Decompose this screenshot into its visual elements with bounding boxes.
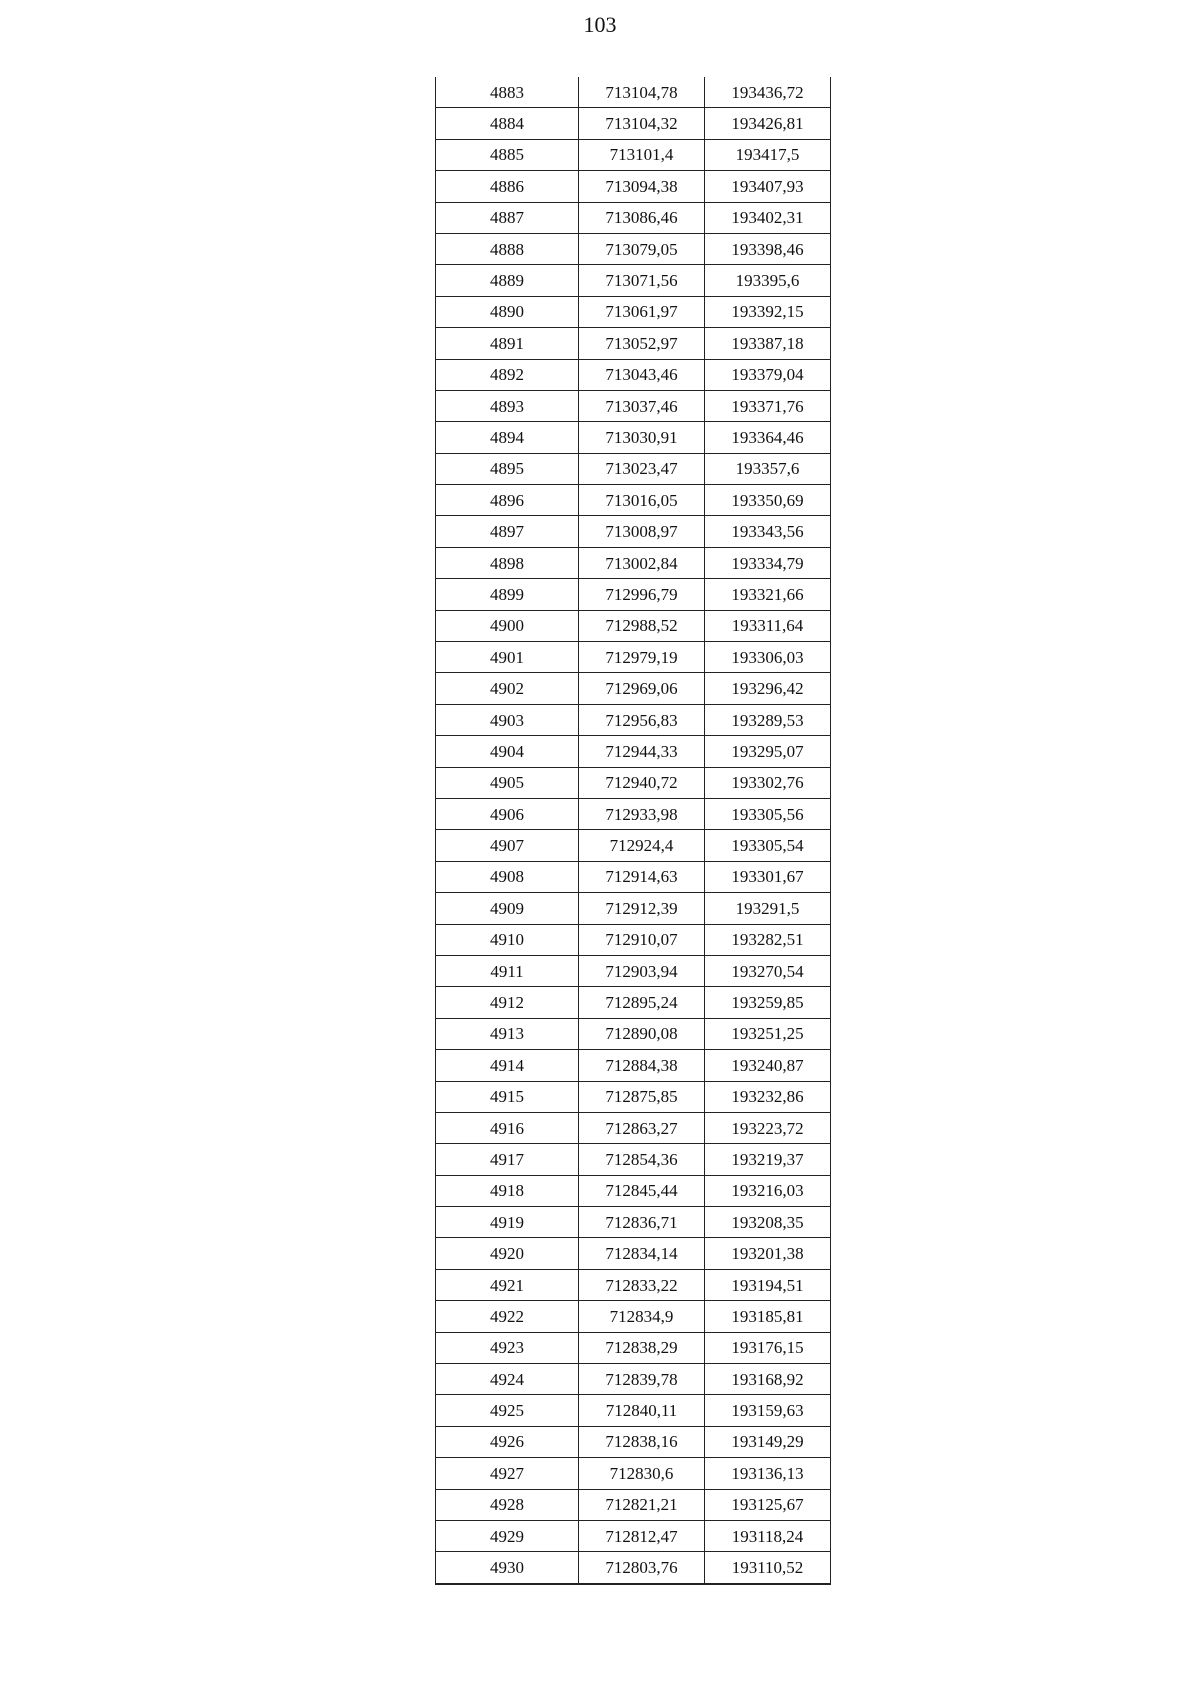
x-coordinate-cell: 713086,46 (579, 202, 705, 233)
x-coordinate-cell: 712969,06 (579, 673, 705, 704)
table-row (436, 171, 831, 202)
x-coordinate-cell: 713002,84 (579, 547, 705, 578)
point-number-cell: 4891 (436, 328, 579, 359)
x-coordinate-cell: 713016,05 (579, 485, 705, 516)
point-number-cell: 4913 (436, 1018, 579, 1049)
y-coordinate-cell: 193259,85 (705, 987, 831, 1018)
y-coordinate-cell: 193302,76 (705, 767, 831, 798)
point-number-cell: 4929 (436, 1520, 579, 1551)
y-coordinate-cell: 193343,56 (705, 516, 831, 547)
point-number-cell: 4898 (436, 547, 579, 578)
y-coordinate-cell: 193289,53 (705, 704, 831, 735)
point-number-cell: 4926 (436, 1426, 579, 1457)
x-coordinate-cell: 712996,79 (579, 579, 705, 610)
x-coordinate-cell: 712956,83 (579, 704, 705, 735)
table-row (436, 77, 831, 108)
y-coordinate-cell: 193407,93 (705, 171, 831, 202)
point-number-cell: 4924 (436, 1364, 579, 1395)
x-coordinate-cell: 712845,44 (579, 1175, 705, 1206)
table-row (436, 610, 831, 641)
table-row (436, 1238, 831, 1269)
x-coordinate-cell: 712924,4 (579, 830, 705, 861)
y-coordinate-cell: 193270,54 (705, 955, 831, 986)
y-coordinate-cell: 193395,6 (705, 265, 831, 296)
table-row (436, 1395, 831, 1426)
table-row (436, 736, 831, 767)
table-row (436, 642, 831, 673)
y-coordinate-cell: 193296,42 (705, 673, 831, 704)
point-number-cell: 4901 (436, 642, 579, 673)
table-row (436, 673, 831, 704)
y-coordinate-cell: 193350,69 (705, 485, 831, 516)
table-row (436, 1207, 831, 1238)
y-coordinate-cell: 193306,03 (705, 642, 831, 673)
table-row (436, 1018, 831, 1049)
coordinates-table (435, 77, 831, 1585)
point-number-cell: 4910 (436, 924, 579, 955)
x-coordinate-cell: 713094,38 (579, 171, 705, 202)
x-coordinate-cell: 713071,56 (579, 265, 705, 296)
y-coordinate-cell: 193392,15 (705, 296, 831, 327)
table-row (436, 328, 831, 359)
point-number-cell: 4912 (436, 987, 579, 1018)
y-coordinate-cell: 193398,46 (705, 233, 831, 264)
point-number-cell: 4909 (436, 893, 579, 924)
point-number-cell: 4897 (436, 516, 579, 547)
point-number-cell: 4885 (436, 139, 579, 170)
point-number-cell: 4927 (436, 1458, 579, 1489)
table-row (436, 1364, 831, 1395)
point-number-cell: 4928 (436, 1489, 579, 1520)
y-coordinate-cell: 193364,46 (705, 422, 831, 453)
y-coordinate-cell: 193185,81 (705, 1301, 831, 1332)
x-coordinate-cell: 712910,07 (579, 924, 705, 955)
x-coordinate-cell: 712834,9 (579, 1301, 705, 1332)
page-number: 103 (583, 12, 617, 37)
x-coordinate-cell: 712812,47 (579, 1520, 705, 1551)
x-coordinate-cell: 712940,72 (579, 767, 705, 798)
x-coordinate-cell: 712834,14 (579, 1238, 705, 1269)
y-coordinate-cell: 193334,79 (705, 547, 831, 578)
table-row (436, 265, 831, 296)
table-row (436, 830, 831, 861)
table-row (436, 547, 831, 578)
x-coordinate-cell: 712840,11 (579, 1395, 705, 1426)
x-coordinate-cell: 712875,85 (579, 1081, 705, 1112)
table-row (436, 1520, 831, 1551)
table-row (436, 233, 831, 264)
point-number-cell: 4890 (436, 296, 579, 327)
x-coordinate-cell: 712890,08 (579, 1018, 705, 1049)
table-row (436, 987, 831, 1018)
point-number-cell: 4903 (436, 704, 579, 735)
table-row (436, 955, 831, 986)
table-row (436, 1301, 831, 1332)
y-coordinate-cell: 193436,72 (705, 77, 831, 108)
y-coordinate-cell: 193201,38 (705, 1238, 831, 1269)
table-row (436, 704, 831, 735)
table-row (436, 1269, 831, 1300)
y-coordinate-cell: 193125,67 (705, 1489, 831, 1520)
point-number-cell: 4887 (436, 202, 579, 233)
y-coordinate-cell: 193311,64 (705, 610, 831, 641)
x-coordinate-cell: 712830,6 (579, 1458, 705, 1489)
table-row (436, 108, 831, 139)
y-coordinate-cell: 193208,35 (705, 1207, 831, 1238)
table-row (436, 767, 831, 798)
point-number-cell: 4883 (436, 77, 579, 108)
y-coordinate-cell: 193301,67 (705, 861, 831, 892)
table-row (436, 516, 831, 547)
x-coordinate-cell: 712944,33 (579, 736, 705, 767)
point-number-cell: 4888 (436, 233, 579, 264)
x-coordinate-cell: 713079,05 (579, 233, 705, 264)
table-row (436, 924, 831, 955)
x-coordinate-cell: 713030,91 (579, 422, 705, 453)
point-number-cell: 4930 (436, 1552, 579, 1584)
y-coordinate-cell: 193321,66 (705, 579, 831, 610)
y-coordinate-cell: 193305,56 (705, 798, 831, 829)
table-row (436, 202, 831, 233)
table-row (436, 1081, 831, 1112)
table-row (436, 1552, 831, 1584)
x-coordinate-cell: 713008,97 (579, 516, 705, 547)
point-number-cell: 4915 (436, 1081, 579, 1112)
x-coordinate-cell: 712863,27 (579, 1112, 705, 1143)
table-row (436, 1458, 831, 1489)
point-number-cell: 4884 (436, 108, 579, 139)
y-coordinate-cell: 193232,86 (705, 1081, 831, 1112)
table-row (436, 1489, 831, 1520)
x-coordinate-cell: 712912,39 (579, 893, 705, 924)
x-coordinate-cell: 712836,71 (579, 1207, 705, 1238)
y-coordinate-cell: 193223,72 (705, 1112, 831, 1143)
point-number-cell: 4900 (436, 610, 579, 641)
y-coordinate-cell: 193282,51 (705, 924, 831, 955)
y-coordinate-cell: 193159,63 (705, 1395, 831, 1426)
point-number-cell: 4893 (436, 390, 579, 421)
y-coordinate-cell: 193357,6 (705, 453, 831, 484)
point-number-cell: 4902 (436, 673, 579, 704)
y-coordinate-cell: 193291,5 (705, 893, 831, 924)
y-coordinate-cell: 193168,92 (705, 1364, 831, 1395)
x-coordinate-cell: 712838,29 (579, 1332, 705, 1363)
table-row (436, 485, 831, 516)
point-number-cell: 4921 (436, 1269, 579, 1300)
x-coordinate-cell: 712803,76 (579, 1552, 705, 1584)
y-coordinate-cell: 193219,37 (705, 1144, 831, 1175)
point-number-cell: 4916 (436, 1112, 579, 1143)
x-coordinate-cell: 712854,36 (579, 1144, 705, 1175)
x-coordinate-cell: 713104,78 (579, 77, 705, 108)
point-number-cell: 4892 (436, 359, 579, 390)
point-number-cell: 4895 (436, 453, 579, 484)
point-number-cell: 4899 (436, 579, 579, 610)
y-coordinate-cell: 193110,52 (705, 1552, 831, 1584)
table-row (436, 798, 831, 829)
point-number-cell: 4896 (436, 485, 579, 516)
table-row (436, 579, 831, 610)
point-number-cell: 4908 (436, 861, 579, 892)
table-row (436, 359, 831, 390)
y-coordinate-cell: 193379,04 (705, 359, 831, 390)
table-row (436, 1175, 831, 1206)
point-number-cell: 4925 (436, 1395, 579, 1426)
table-row (436, 422, 831, 453)
table-row (436, 1332, 831, 1363)
x-coordinate-cell: 712914,63 (579, 861, 705, 892)
table-row (436, 1144, 831, 1175)
y-coordinate-cell: 193371,76 (705, 390, 831, 421)
table-row (436, 1112, 831, 1143)
point-number-cell: 4907 (436, 830, 579, 861)
y-coordinate-cell: 193176,15 (705, 1332, 831, 1363)
point-number-cell: 4906 (436, 798, 579, 829)
x-coordinate-cell: 712895,24 (579, 987, 705, 1018)
table-row (436, 139, 831, 170)
table-row (436, 296, 831, 327)
x-coordinate-cell: 713052,97 (579, 328, 705, 359)
y-coordinate-cell: 193295,07 (705, 736, 831, 767)
y-coordinate-cell: 193118,24 (705, 1520, 831, 1551)
point-number-cell: 4917 (436, 1144, 579, 1175)
x-coordinate-cell: 712988,52 (579, 610, 705, 641)
y-coordinate-cell: 193426,81 (705, 108, 831, 139)
point-number-cell: 4894 (436, 422, 579, 453)
point-number-cell: 4919 (436, 1207, 579, 1238)
y-coordinate-cell: 193136,13 (705, 1458, 831, 1489)
y-coordinate-cell: 193149,29 (705, 1426, 831, 1457)
point-number-cell: 4889 (436, 265, 579, 296)
x-coordinate-cell: 712833,22 (579, 1269, 705, 1300)
x-coordinate-cell: 713023,47 (579, 453, 705, 484)
x-coordinate-cell: 713061,97 (579, 296, 705, 327)
y-coordinate-cell: 193251,25 (705, 1018, 831, 1049)
x-coordinate-cell: 712821,21 (579, 1489, 705, 1520)
y-coordinate-cell: 193305,54 (705, 830, 831, 861)
x-coordinate-cell: 712979,19 (579, 642, 705, 673)
y-coordinate-cell: 193417,5 (705, 139, 831, 170)
point-number-cell: 4904 (436, 736, 579, 767)
x-coordinate-cell: 712884,38 (579, 1050, 705, 1081)
x-coordinate-cell: 713104,32 (579, 108, 705, 139)
coordinates-table-body (436, 77, 831, 1584)
y-coordinate-cell: 193240,87 (705, 1050, 831, 1081)
point-number-cell: 4914 (436, 1050, 579, 1081)
x-coordinate-cell: 713037,46 (579, 390, 705, 421)
table-row (436, 1050, 831, 1081)
point-number-cell: 4905 (436, 767, 579, 798)
y-coordinate-cell: 193216,03 (705, 1175, 831, 1206)
x-coordinate-cell: 712838,16 (579, 1426, 705, 1457)
point-number-cell: 4923 (436, 1332, 579, 1363)
point-number-cell: 4922 (436, 1301, 579, 1332)
x-coordinate-cell: 712839,78 (579, 1364, 705, 1395)
x-coordinate-cell: 713101,4 (579, 139, 705, 170)
point-number-cell: 4920 (436, 1238, 579, 1269)
y-coordinate-cell: 193387,18 (705, 328, 831, 359)
x-coordinate-cell: 713043,46 (579, 359, 705, 390)
table-row (436, 1426, 831, 1457)
table-row (436, 390, 831, 421)
y-coordinate-cell: 193194,51 (705, 1269, 831, 1300)
table-row (436, 893, 831, 924)
table-row (436, 453, 831, 484)
x-coordinate-cell: 712933,98 (579, 798, 705, 829)
table-row (436, 861, 831, 892)
x-coordinate-cell: 712903,94 (579, 955, 705, 986)
point-number-cell: 4918 (436, 1175, 579, 1206)
y-coordinate-cell: 193402,31 (705, 202, 831, 233)
point-number-cell: 4911 (436, 955, 579, 986)
point-number-cell: 4886 (436, 171, 579, 202)
